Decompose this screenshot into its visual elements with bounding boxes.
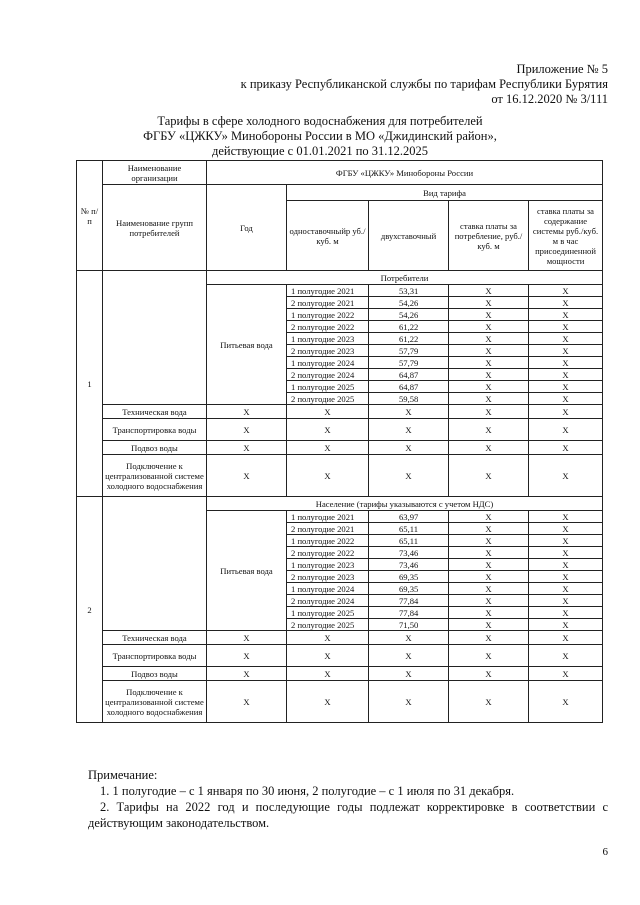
section-heading: Население (тарифы указываются с учетом НДС) <box>207 497 603 511</box>
table-row <box>77 681 603 723</box>
header-org-name: Наименование организации <box>103 161 207 185</box>
period-cell: 1 полугодие 2024 <box>287 583 369 595</box>
x-mark-cell: X <box>449 571 529 583</box>
x-mark-cell: X <box>369 455 449 497</box>
x-mark-cell: X <box>449 369 529 381</box>
table-row <box>77 631 603 645</box>
x-mark-cell: X <box>207 455 287 497</box>
tariff-value-cell: 53,31 <box>369 285 449 297</box>
tariff-value-cell: 73,46 <box>369 547 449 559</box>
x-mark-cell: X <box>449 681 529 723</box>
x-mark-cell: X <box>529 455 603 497</box>
notes <box>88 767 608 831</box>
period-cell: 1 полугодие 2022 <box>287 535 369 547</box>
tariff-value-cell: 54,26 <box>369 297 449 309</box>
tariff-value-cell: 54,26 <box>369 309 449 321</box>
x-mark-cell: X <box>449 547 529 559</box>
x-mark-cell: X <box>449 357 529 369</box>
title-line-3: действующие с 01.01.2021 по 31.12.2025 <box>211 144 429 158</box>
x-mark-cell: X <box>369 419 449 441</box>
order-date: от 16.12.2020 № 3/111 <box>491 92 608 106</box>
header-num: № п/п <box>77 161 103 271</box>
order-reference: к приказу Республиканской службы по тарифам Республики Бурятия <box>240 77 608 91</box>
x-mark-cell: X <box>449 631 529 645</box>
period-cell: 2 полугодие 2025 <box>287 393 369 405</box>
period-cell: 2 полугодие 2024 <box>287 595 369 607</box>
section-number: 1 <box>77 271 103 497</box>
header-year: Год <box>207 185 287 271</box>
tariff-value-cell: 59,58 <box>369 393 449 405</box>
section-heading-row <box>77 497 603 511</box>
table-row <box>77 419 603 441</box>
x-mark-cell: X <box>449 559 529 571</box>
table-row <box>77 645 603 667</box>
x-mark-cell: X <box>449 297 529 309</box>
table-row <box>77 441 603 455</box>
x-mark-cell: X <box>529 419 603 441</box>
x-mark-cell: X <box>529 535 603 547</box>
group-label: Подвоз воды <box>103 441 207 455</box>
x-mark-cell: X <box>529 631 603 645</box>
page-number: 6 <box>602 846 608 858</box>
period-cell: 1 полугодие 2021 <box>287 511 369 523</box>
header-tariff-kind: Вид тарифа <box>287 185 603 201</box>
x-mark-cell: X <box>529 511 603 523</box>
group-label: Подвоз воды <box>103 667 207 681</box>
x-mark-cell: X <box>529 369 603 381</box>
document-title <box>0 114 640 159</box>
tariff-value-cell: 64,87 <box>369 369 449 381</box>
period-cell: 2 полугодие 2021 <box>287 523 369 535</box>
x-mark-cell: X <box>207 667 287 681</box>
x-mark-cell: X <box>449 667 529 681</box>
x-mark-cell: X <box>449 535 529 547</box>
x-mark-cell: X <box>529 405 603 419</box>
title-line-1: Тарифы в сфере холодного водоснабжения для потребителей <box>157 114 483 128</box>
period-cell: 1 полугодие 2024 <box>287 357 369 369</box>
tariff-value-cell: 61,22 <box>369 321 449 333</box>
x-mark-cell: X <box>529 523 603 535</box>
title-line-2: ФГБУ «ЦЖКУ» Минобороны России в МО «Джидинский район», <box>143 129 497 143</box>
x-mark-cell: X <box>529 645 603 667</box>
x-mark-cell: X <box>529 619 603 631</box>
group-label: Транспортировка воды <box>103 419 207 441</box>
header-two-part: двухставочный <box>369 201 449 271</box>
tariff-value-cell: 65,11 <box>369 523 449 535</box>
x-mark-cell: X <box>207 681 287 723</box>
period-cell: 2 полугодие 2022 <box>287 321 369 333</box>
x-mark-cell: X <box>449 381 529 393</box>
tariff-value-cell: 65,11 <box>369 535 449 547</box>
tariff-table <box>76 160 603 723</box>
tariff-value-cell: 77,84 <box>369 595 449 607</box>
header-group: Наименование групп потребителей <box>103 185 207 271</box>
group-drinking-water: Питьевая вода <box>207 511 287 631</box>
period-cell: 1 полугодие 2023 <box>287 333 369 345</box>
period-cell: 1 полугодие 2022 <box>287 309 369 321</box>
x-mark-cell: X <box>449 523 529 535</box>
document-header <box>241 62 608 107</box>
header-one-part: одноставочныйр уб./ куб. м <box>287 201 369 271</box>
period-cell: 2 полугодие 2021 <box>287 297 369 309</box>
x-mark-cell: X <box>529 393 603 405</box>
tariff-value-cell: 57,79 <box>369 357 449 369</box>
x-mark-cell: X <box>287 419 369 441</box>
x-mark-cell: X <box>529 441 603 455</box>
x-mark-cell: X <box>449 455 529 497</box>
x-mark-cell: X <box>529 333 603 345</box>
x-mark-cell: X <box>369 681 449 723</box>
tariff-value-cell: 71,50 <box>369 619 449 631</box>
group-label: Подключение к централизованной системе холодного водоснабжения <box>103 681 207 723</box>
x-mark-cell: X <box>529 607 603 619</box>
x-mark-cell: X <box>529 547 603 559</box>
x-mark-cell: X <box>449 333 529 345</box>
table-row <box>77 455 603 497</box>
x-mark-cell: X <box>207 419 287 441</box>
blank-cell <box>103 271 207 405</box>
x-mark-cell: X <box>449 345 529 357</box>
header-consumption: ставка платы за потребление, руб./ куб. м <box>449 201 529 271</box>
x-mark-cell: X <box>529 297 603 309</box>
x-mark-cell: X <box>449 285 529 297</box>
x-mark-cell: X <box>529 345 603 357</box>
period-cell: 1 полугодие 2023 <box>287 559 369 571</box>
tariff-value-cell: 64,87 <box>369 381 449 393</box>
x-mark-cell: X <box>529 571 603 583</box>
period-cell: 2 полугодие 2023 <box>287 345 369 357</box>
x-mark-cell: X <box>369 405 449 419</box>
table-body <box>77 271 603 723</box>
period-cell: 1 полугодие 2025 <box>287 607 369 619</box>
tariff-value-cell: 69,35 <box>369 571 449 583</box>
x-mark-cell: X <box>529 321 603 333</box>
x-mark-cell: X <box>529 595 603 607</box>
x-mark-cell: X <box>449 309 529 321</box>
group-label: Техническая вода <box>103 405 207 419</box>
period-cell: 2 полугодие 2024 <box>287 369 369 381</box>
x-mark-cell: X <box>529 559 603 571</box>
period-cell: 2 полугодие 2025 <box>287 619 369 631</box>
table-row <box>77 667 603 681</box>
period-cell: 1 полугодие 2025 <box>287 381 369 393</box>
period-cell: 1 полугодие 2021 <box>287 285 369 297</box>
tariff-value-cell: 73,46 <box>369 559 449 571</box>
x-mark-cell: X <box>207 645 287 667</box>
x-mark-cell: X <box>529 285 603 297</box>
table-row <box>77 405 603 419</box>
x-mark-cell: X <box>207 441 287 455</box>
x-mark-cell: X <box>369 645 449 667</box>
section-heading-row <box>77 271 603 285</box>
note-2: 2. Тарифы на 2022 год и последующие годы подлежат корректировке в соответствии с действующим законодательством. <box>88 800 608 830</box>
x-mark-cell: X <box>449 321 529 333</box>
x-mark-cell: X <box>287 405 369 419</box>
x-mark-cell: X <box>369 441 449 455</box>
x-mark-cell: X <box>449 393 529 405</box>
tariff-value-cell: 69,35 <box>369 583 449 595</box>
tariff-value-cell: 61,22 <box>369 333 449 345</box>
x-mark-cell: X <box>449 595 529 607</box>
x-mark-cell: X <box>449 511 529 523</box>
x-mark-cell: X <box>529 681 603 723</box>
x-mark-cell: X <box>449 607 529 619</box>
x-mark-cell: X <box>529 667 603 681</box>
x-mark-cell: X <box>529 583 603 595</box>
x-mark-cell: X <box>287 631 369 645</box>
x-mark-cell: X <box>449 645 529 667</box>
x-mark-cell: X <box>207 405 287 419</box>
x-mark-cell: X <box>369 667 449 681</box>
group-drinking-water: Питьевая вода <box>207 285 287 405</box>
x-mark-cell: X <box>207 631 287 645</box>
x-mark-cell: X <box>529 357 603 369</box>
x-mark-cell: X <box>287 441 369 455</box>
period-cell: 2 полугодие 2023 <box>287 571 369 583</box>
x-mark-cell: X <box>529 309 603 321</box>
section-number: 2 <box>77 497 103 723</box>
x-mark-cell: X <box>449 441 529 455</box>
note-1: 1. 1 полугодие – с 1 января по 30 июня, 2 полугодие – с 1 июля по 31 декабря. <box>100 784 515 798</box>
x-mark-cell: X <box>449 405 529 419</box>
x-mark-cell: X <box>287 681 369 723</box>
x-mark-cell: X <box>449 619 529 631</box>
header-maintenance: ставка платы за содержание системы руб./куб. м в час присоединенной мощности <box>529 201 603 271</box>
appendix-number: Приложение № 5 <box>516 62 608 76</box>
section-heading: Потребители <box>207 271 603 285</box>
x-mark-cell: X <box>449 583 529 595</box>
x-mark-cell: X <box>529 381 603 393</box>
x-mark-cell: X <box>449 419 529 441</box>
group-label: Подключение к централизованной системе холодного водоснабжения <box>103 455 207 497</box>
x-mark-cell: X <box>287 455 369 497</box>
tariff-value-cell: 63,97 <box>369 511 449 523</box>
notes-heading: Примечание: <box>88 768 158 782</box>
period-cell: 2 полугодие 2022 <box>287 547 369 559</box>
x-mark-cell: X <box>369 631 449 645</box>
group-label: Техническая вода <box>103 631 207 645</box>
tariff-value-cell: 77,84 <box>369 607 449 619</box>
x-mark-cell: X <box>287 667 369 681</box>
group-label: Транспортировка воды <box>103 645 207 667</box>
tariff-value-cell: 57,79 <box>369 345 449 357</box>
header-org-value: ФГБУ «ЦЖКУ» Минобороны России <box>207 161 603 185</box>
blank-cell <box>103 497 207 631</box>
x-mark-cell: X <box>287 645 369 667</box>
